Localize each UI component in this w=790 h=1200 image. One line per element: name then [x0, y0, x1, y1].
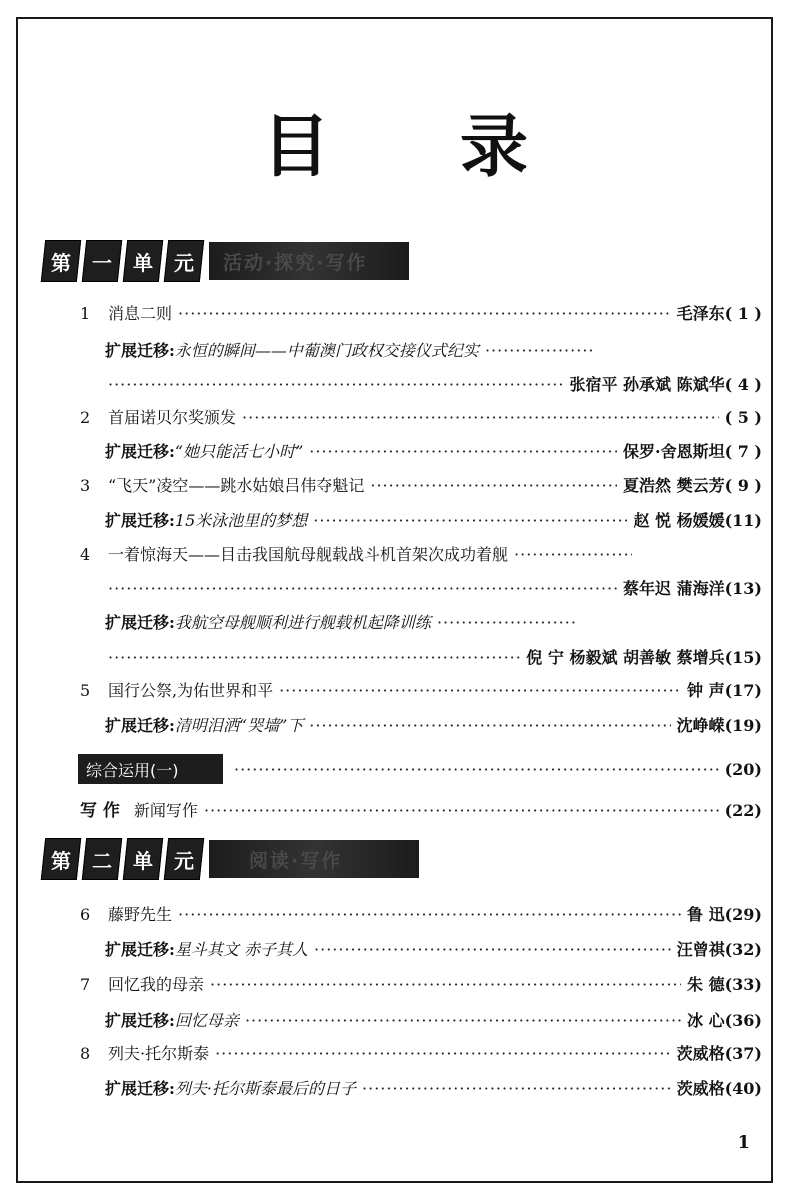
writing-label: 写 作: [80, 801, 120, 821]
toc-entry[interactable]: [105, 1075, 762, 1103]
entry-title: 一着惊海天——目击我国航母舰载战斗机首架次成功着舰: [108, 545, 509, 564]
entry-author-page: 汪曾祺(32): [676, 940, 762, 959]
toc-entry[interactable]: [80, 472, 762, 500]
entry-title: 清明泪洒“哭墙”下: [174, 716, 304, 735]
unit-2-header: [43, 836, 419, 882]
entry-page: (22): [724, 801, 762, 820]
toc-entry[interactable]: [105, 438, 762, 466]
entry-number: 8: [80, 1044, 91, 1063]
toc-entry[interactable]: [80, 300, 762, 328]
extension-label: 扩展迁移:: [105, 1011, 175, 1030]
entry-title: 国行公祭,为佑世界和平: [108, 681, 274, 700]
entry-number: 6: [80, 905, 91, 924]
unit-1-tile: 元: [164, 240, 204, 282]
extension-label: 扩展迁移:: [105, 1079, 175, 1098]
toc-entry[interactable]: [80, 901, 762, 929]
unit-1-header: [43, 238, 409, 284]
entry-author-page: 茨威格(37): [676, 1044, 762, 1063]
entry-title: 消息二则: [108, 304, 173, 323]
entry-title: 新闻写作: [133, 801, 198, 820]
unit-2-tile: 第: [41, 838, 81, 880]
writing-entry[interactable]: [80, 797, 762, 825]
toc-entry-continued[interactable]: [108, 575, 762, 603]
entry-title: 15米泳池里的梦想: [174, 511, 308, 530]
extension-label: 扩展迁移:: [105, 940, 175, 959]
entry-title: 我航空母舰顺利进行舰载机起降训练: [174, 613, 431, 632]
toc-entry[interactable]: [80, 677, 762, 705]
page-number: 1: [737, 1132, 750, 1153]
entry-number: 4: [80, 545, 91, 564]
unit-1-tile: 第: [41, 240, 81, 282]
zonghe-entry[interactable]: [234, 756, 762, 784]
entry-number: 1: [80, 304, 91, 323]
toc-entry[interactable]: [80, 1040, 762, 1068]
entry-author-page: 赵 悦 杨媛媛(11): [633, 511, 762, 530]
toc-entry[interactable]: [105, 712, 762, 740]
entry-author-page: 鲁 迅(29): [687, 905, 762, 924]
entry-author-page: 沈峥嵘(19): [676, 716, 762, 735]
entry-author-page: 蔡年迟 蒲海洋(13): [623, 579, 762, 598]
toc-entry[interactable]: [80, 541, 762, 569]
title-char-1: 目: [261, 108, 330, 187]
entry-title: 首届诺贝尔奖颁发: [108, 408, 237, 427]
unit-2-tile: 元: [164, 838, 204, 880]
unit-2-tile: 单: [123, 838, 163, 880]
entry-author-page: 毛泽东( 1 ): [676, 304, 762, 323]
extension-label: 扩展迁移:: [105, 442, 175, 461]
unit-1-tile: 一: [82, 240, 122, 282]
entry-author-page: 茨威格(40): [676, 1079, 762, 1098]
extension-label: 扩展迁移:: [105, 511, 175, 530]
toc-entry-continued[interactable]: [108, 644, 762, 672]
page-title: [0, 108, 790, 188]
entry-number: 3: [80, 476, 91, 495]
unit-1-theme: 活动·探究·写作: [209, 242, 409, 280]
entry-number: 7: [80, 975, 91, 994]
extension-label: 扩展迁移:: [105, 716, 175, 735]
unit-2-tile: 二: [82, 838, 122, 880]
entry-title: 回忆我的母亲: [108, 975, 205, 994]
entry-title: 列夫·托尔斯泰: [108, 1044, 210, 1063]
entry-author-page: 钟 声(17): [687, 681, 762, 700]
entry-page: (20): [724, 760, 762, 779]
toc-entry[interactable]: [105, 936, 762, 964]
entry-page: ( 5 ): [724, 408, 762, 427]
title-char-2: 录: [460, 108, 529, 187]
entry-title: 回忆母亲: [174, 1011, 239, 1030]
extension-label: 扩展迁移:: [105, 341, 175, 360]
entry-title: 永恒的瞬间——中葡澳门政权交接仪式纪实: [174, 341, 479, 360]
toc-entry[interactable]: [80, 404, 762, 432]
entry-title: 星斗其文 赤子其人: [174, 940, 309, 959]
extension-label: 扩展迁移:: [105, 613, 175, 632]
toc-entry[interactable]: [105, 609, 762, 637]
zonghe-label[interactable]: 综合运用(一): [78, 754, 223, 784]
toc-entry[interactable]: [105, 507, 762, 535]
entry-author-page: 朱 德(33): [687, 975, 762, 994]
entry-title: 藤野先生: [108, 905, 173, 924]
entry-number: 2: [80, 408, 91, 427]
unit-1-tile: 单: [123, 240, 163, 282]
toc-entry[interactable]: [105, 1007, 762, 1035]
entry-title: “飞天”凌空——跳水姑娘吕伟夺魁记: [108, 476, 365, 495]
toc-entry-continued[interactable]: [108, 371, 762, 399]
entry-title: 列夫·托尔斯泰最后的日子: [174, 1079, 357, 1098]
entry-author-page: 保罗·舍恩斯坦( 7 ): [623, 442, 762, 461]
toc-entry[interactable]: [80, 971, 762, 999]
entry-author-page: 夏浩然 樊云芳( 9 ): [623, 476, 762, 495]
entry-author-page: 倪 宁 杨毅斌 胡善敏 蔡增兵(15): [526, 648, 762, 667]
entry-author-page: 张宿平 孙承斌 陈斌华( 4 ): [569, 375, 762, 394]
unit-2-theme: 阅读·写作: [209, 840, 419, 878]
entry-author-page: 冰 心(36): [687, 1011, 762, 1030]
entry-title: “她只能活七小时”: [174, 442, 304, 461]
entry-number: 5: [80, 681, 91, 700]
toc-entry[interactable]: [105, 337, 762, 365]
